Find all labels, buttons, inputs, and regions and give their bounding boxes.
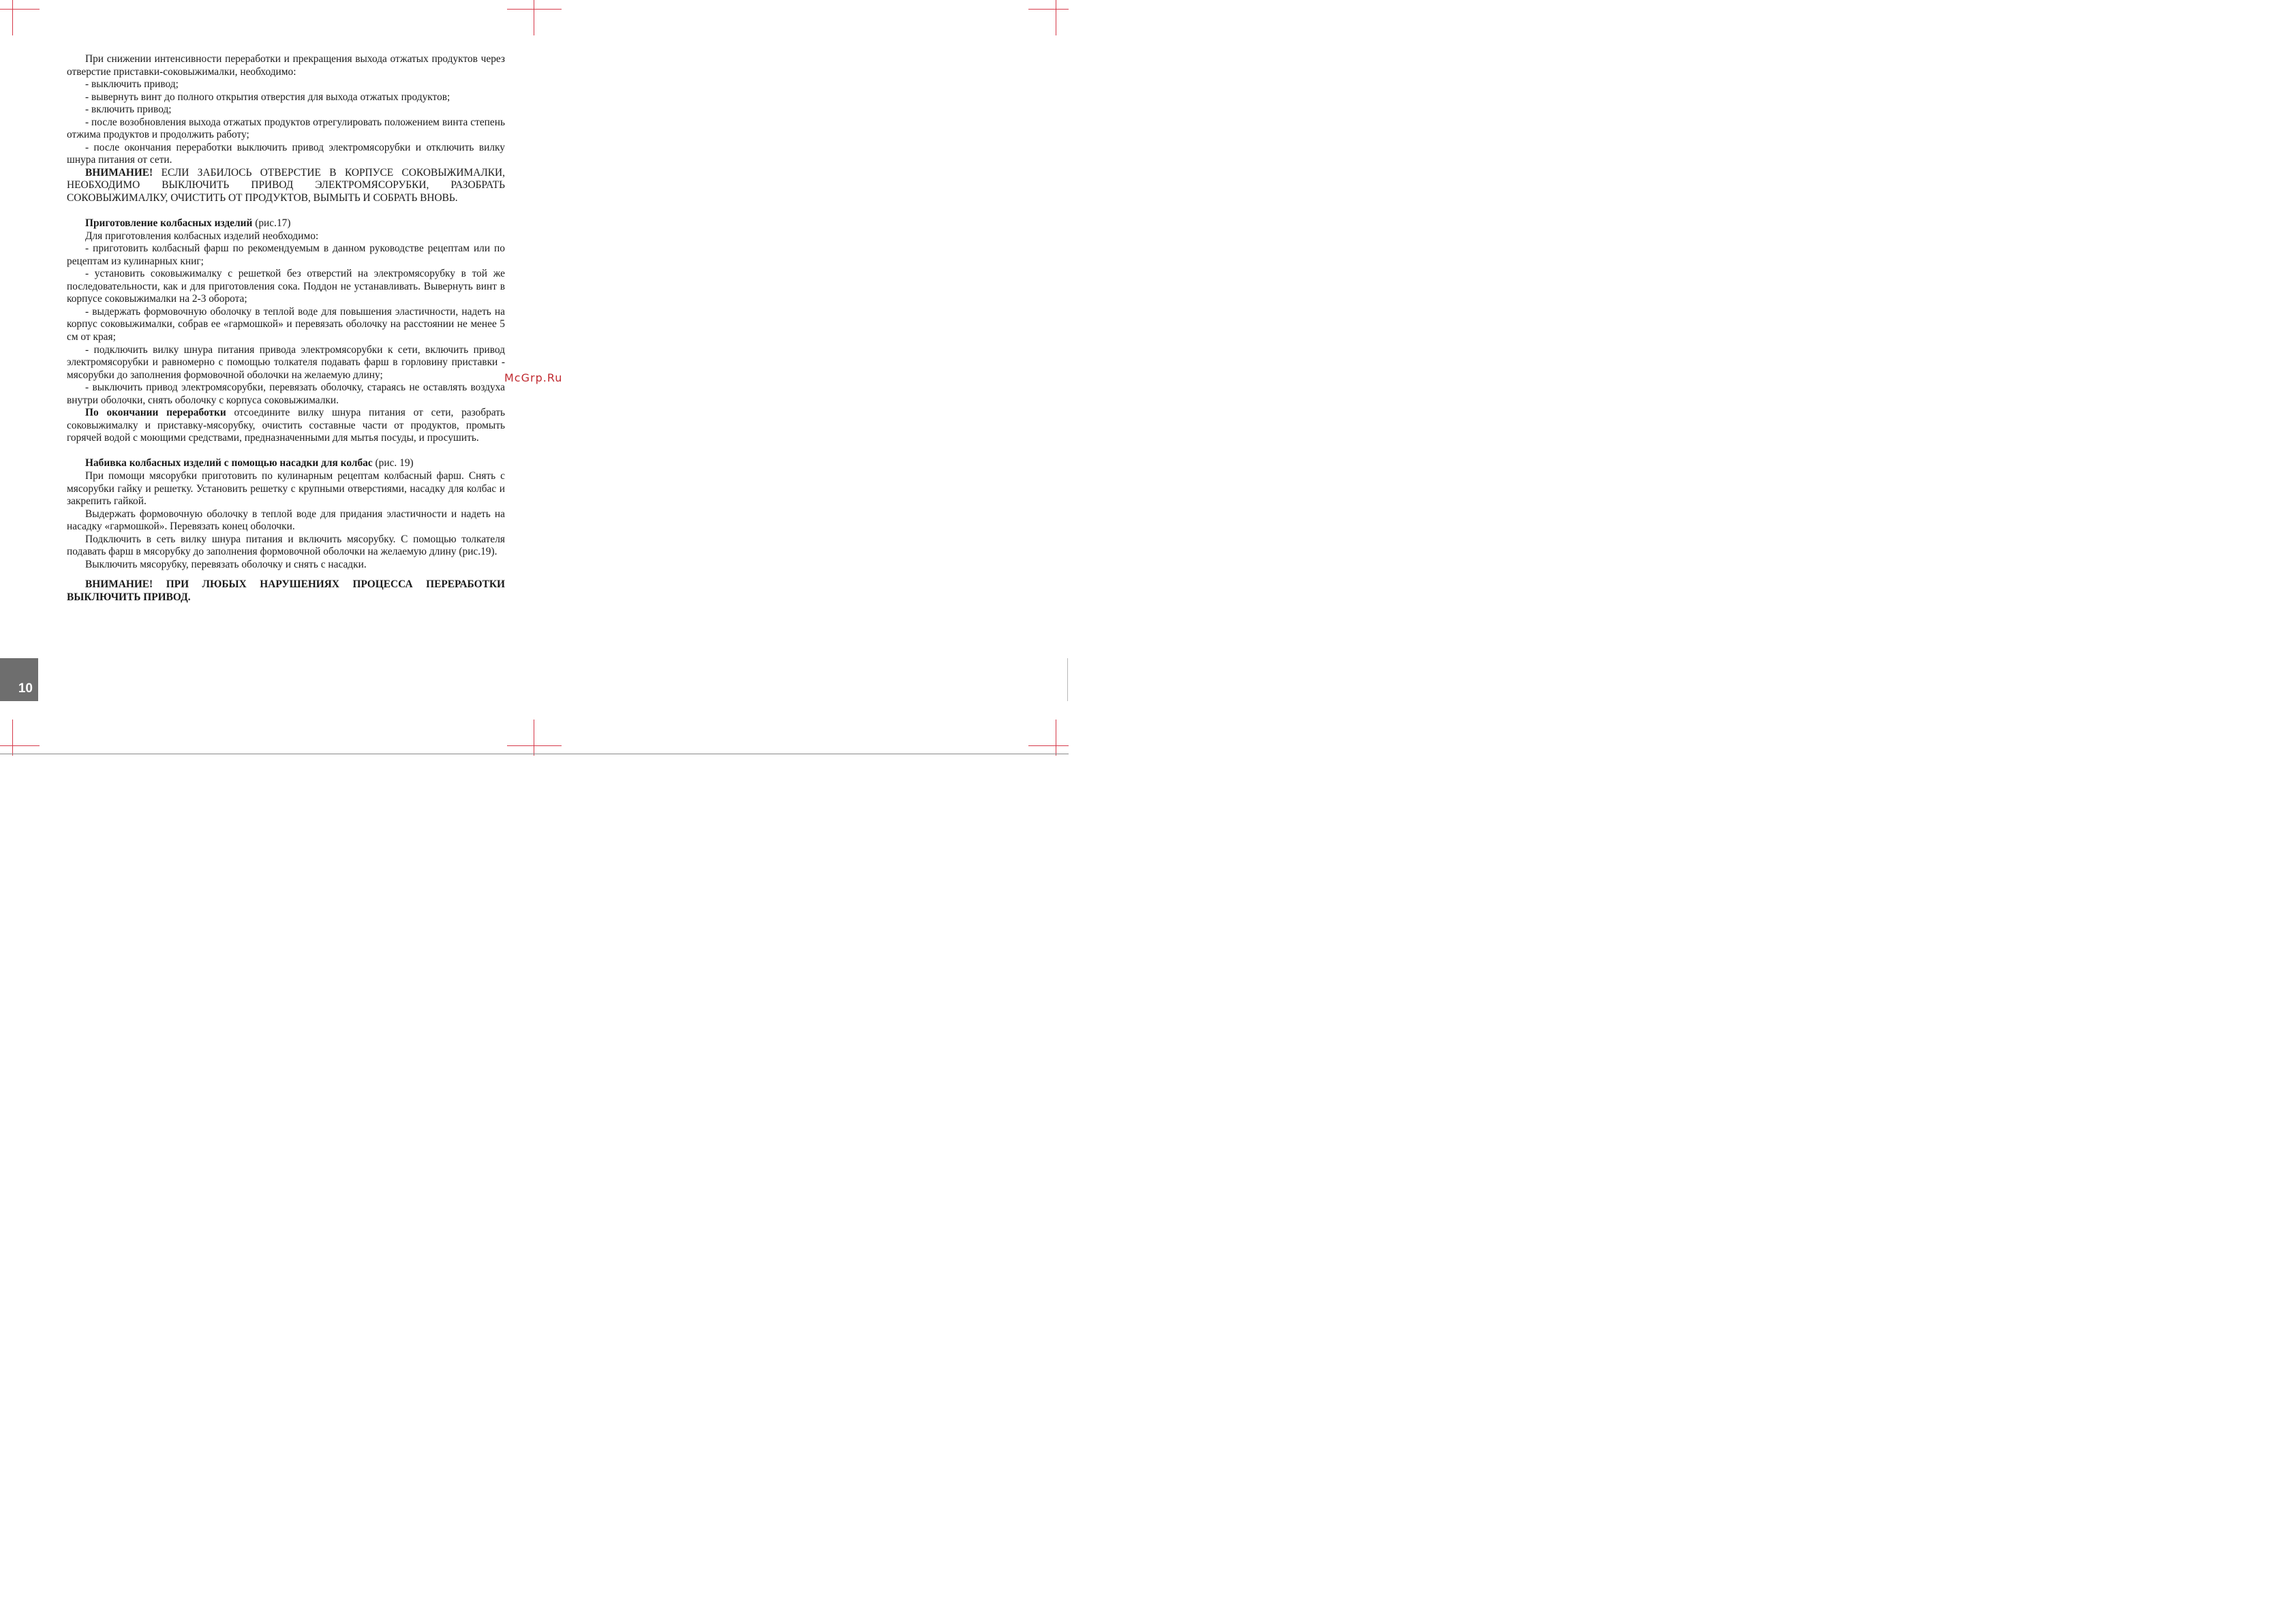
- crop-mark-top-right-h: [1028, 9, 1069, 10]
- section-spacer: [67, 445, 505, 458]
- juicer-warning-paragraph: [67, 167, 505, 205]
- crop-mark-bottom-left-h: [0, 745, 40, 746]
- sausage-heading-title: Приготовление колбасных изделий: [85, 217, 253, 230]
- juicer-warning-text: ЕСЛИ ЗАБИЛОСЬ ОТВЕРСТИЕ В КОРПУСЕ СОКОВЫЖИМАЛКИ, НЕОБХОДИМО ВЫКЛЮЧИТЬ ПРИВОД ЭЛЕКТРОМЯСОРУБКИ, РАЗОБРАТЬ СОКОВЫЖИМАЛКУ, ОЧИСТИТЬ ОТ ПРОДУКТОВ, ВЫМЫТЬ И СОБРАТЬ ВНОВЬ.: [67, 166, 505, 204]
- sausage-step: - приготовить колбасный фарш по рекомендуемым в данном руководстве рецептам или по рецептам из кулинарных книг;: [67, 243, 505, 267]
- juicer-step: - выключить привод;: [85, 78, 179, 91]
- crop-mark-bottom-left-v: [12, 720, 13, 756]
- sausage-intro-paragraph: Для приготовления колбасных изделий необходимо:: [85, 230, 319, 242]
- section-spacer: [67, 205, 505, 218]
- juicer-step: - вывернуть винт до полного открытия отверстия для выхода отжатых продуктов;: [85, 91, 450, 103]
- sausage-step: - подключить вилку шнура питания привода электромясорубки к сети, включить привод электромясорубки и равномерно с помощью толкателя подавать фарш в горловину приставки - мясорубки до заполнения формовочной оболочки на желаемую длину;: [67, 343, 505, 381]
- crop-mark-bottom-center-h: [507, 745, 562, 746]
- juicer-step: - после возобновления выхода отжатых продуктов отрегулировать положением винта степень отжима продуктов и продолжить работу;: [67, 116, 505, 141]
- stuffing-heading-title: Набивка колбасных изделий с помощью насадки для колбас: [85, 457, 373, 469]
- section-spacer: [67, 571, 505, 578]
- sausage-heading-figure-ref: (рис.17): [252, 217, 291, 230]
- sausage-finish-paragraph: [67, 407, 505, 445]
- page-edge-tick: [1067, 658, 1068, 701]
- manual-text-column: [67, 53, 505, 604]
- sausage-finish-label: По окончании переработки: [85, 407, 226, 419]
- page-number: 10: [18, 681, 33, 696]
- page-number-tab: [0, 658, 38, 701]
- crop-mark-top-left-v: [12, 0, 13, 35]
- juicer-step: - включить привод;: [85, 104, 172, 116]
- sausage-step: - выключить привод электромясорубки, перевязать оболочку, стараясь не оставлять воздуха внутри оболочки, снять оболочку с корпуса соковыжималки.: [67, 382, 505, 406]
- sausage-finish-text: отсоедините вилку шнура питания от сети, разобрать соковыжималку и приставку-мясорубку, очистить составные части от продуктов, промыть горячей водой с моющими средствами, предназначенными для мытья посуды, и просушить.: [67, 407, 505, 444]
- juicer-step: - после окончания переработки выключить привод электромясорубки и отключить вилку шнура питания от сети.: [67, 141, 505, 166]
- stuffing-heading: [67, 457, 505, 470]
- final-warning: ВНИМАНИЕ! ПРИ ЛЮБЫХ НАРУШЕНИЯХ ПРОЦЕССА ПЕРЕРАБОТКИ ВЫКЛЮЧИТЬ ПРИВОД.: [67, 578, 505, 603]
- stuffing-heading-figure-ref: (рис. 19): [372, 457, 414, 469]
- sausage-step: - установить соковыжималку с решеткой без отверстий на электромясорубку в той же последовательности, как и для приготовления сока. Поддон не устанавливать. Вывернуть винт в корпусе соковыжималки на 2-3 оборота;: [67, 268, 505, 305]
- crop-mark-top-left-h: [0, 9, 40, 10]
- crop-mark-bottom-right-h: [1028, 745, 1069, 746]
- stuffing-paragraph: При помощи мясорубки приготовить по кулинарным рецептам колбасный фарш. Снять с мясорубки гайку и решетку. Установить решетку с крупными отверстиями, насадку для колбас и закрепить гайкой.: [67, 469, 505, 508]
- stuffing-paragraph: Выдержать формовочную оболочку в теплой воде для придания эластичности и надеть на насадку «гармошкой». Перевязать конец оболочки.: [67, 508, 505, 533]
- juicer-intro-paragraph: При снижении интенсивности переработки и прекращения выхода отжатых продуктов через отверстие приставки-соковыжималки, необходимо:: [67, 53, 505, 78]
- watermark-text: McGrp.Ru: [504, 371, 563, 384]
- sausage-heading: [67, 217, 505, 230]
- crop-mark-top-center-h: [507, 9, 562, 10]
- stuffing-paragraph: Выключить мясорубку, перевязать оболочку и снять с насадки.: [85, 558, 367, 570]
- stuffing-paragraph: Подключить в сеть вилку шнура питания и включить мясорубку. С помощью толкателя подавать фарш в мясорубку до заполнения формовочной оболочки на желаемую длину (рис.19).: [67, 533, 505, 558]
- sausage-step: - выдержать формовочную оболочку в теплой воде для повышения эластичности, надеть на корпус соковыжималки, собрав ее «гармошкой» и перевязать оболочку на расстоянии не менее 5 см от края;: [67, 305, 505, 343]
- juicer-warning-label: ВНИМАНИЕ!: [85, 166, 153, 179]
